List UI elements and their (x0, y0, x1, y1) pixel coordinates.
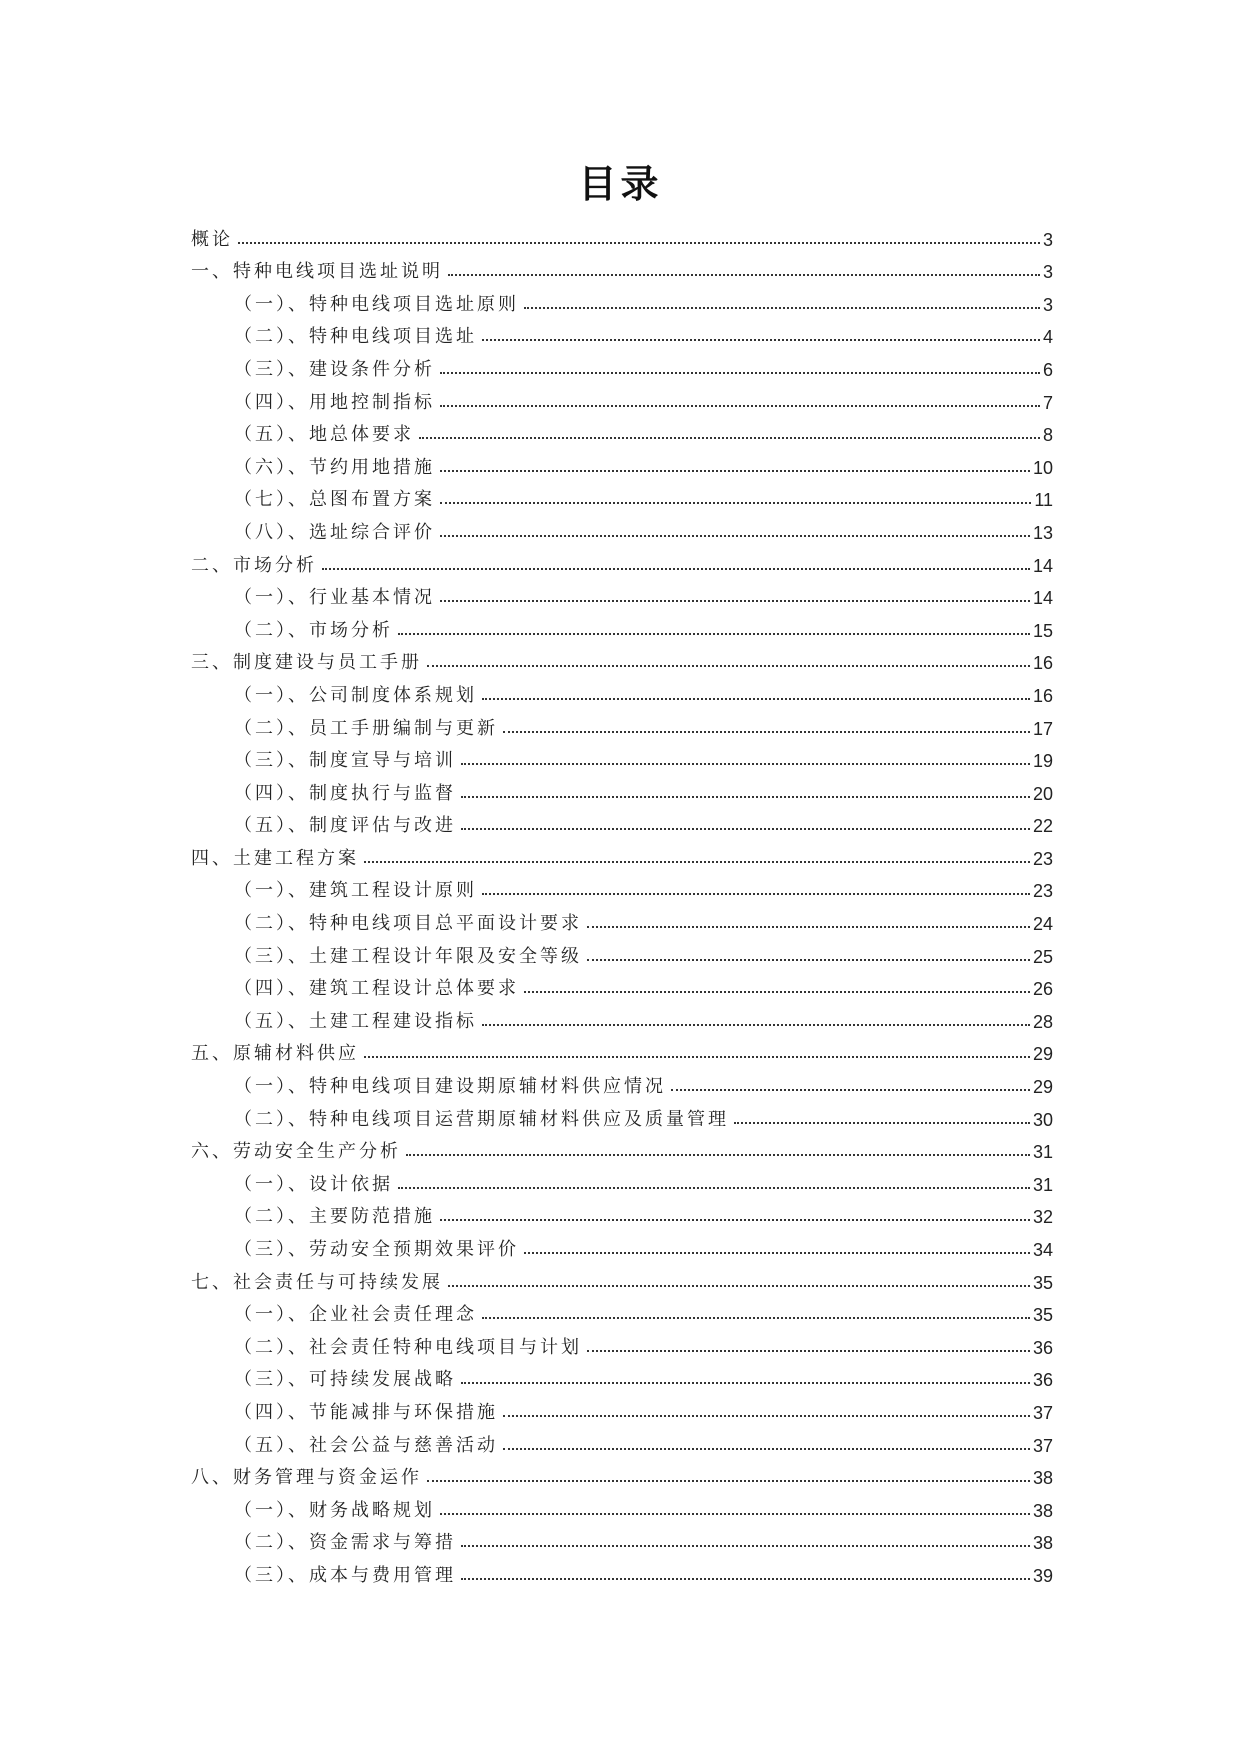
toc-entry-page-number: 3 (1042, 294, 1053, 315)
dot-leader (482, 339, 1040, 341)
toc-entry[interactable] (191, 1424, 1053, 1457)
dot-leader (440, 502, 1031, 504)
toc-entry[interactable] (191, 772, 1053, 805)
toc-entry-label: 五、原辅材料供应 (191, 1043, 359, 1065)
toc-entry-label: 三、制度建设与员工手册 (191, 652, 422, 674)
toc-entry-page-number: 29 (1032, 1044, 1053, 1065)
dot-leader (364, 1056, 1030, 1058)
toc-entry-label: （四）、节能减排与环保措施 (234, 1401, 498, 1423)
dot-leader (482, 1317, 1030, 1319)
dot-leader (503, 1415, 1030, 1417)
dot-leader (503, 1448, 1030, 1450)
toc-entry-page-number: 35 (1032, 1305, 1053, 1326)
toc-entry-label: （四）、建筑工程设计总体要求 (234, 978, 519, 1000)
dot-leader (398, 1187, 1030, 1189)
dot-leader (322, 568, 1030, 570)
toc-entry-page-number: 34 (1032, 1240, 1053, 1260)
dot-leader (461, 1545, 1030, 1547)
dot-leader (398, 633, 1030, 635)
toc-entry-page-number: 14 (1032, 588, 1053, 609)
dot-leader (734, 1122, 1030, 1124)
toc-entry-page-number: 32 (1032, 1207, 1053, 1228)
toc-entry[interactable] (191, 446, 1053, 479)
dot-leader (406, 1154, 1030, 1156)
toc-entry-label: （一）、特种电线项目建设期原辅材料供应情况 (234, 1076, 666, 1098)
toc-entry-page-number: 30 (1032, 1109, 1053, 1130)
dot-leader (448, 1285, 1030, 1287)
toc-entry-label: （三）、劳动安全预期效果评价 (234, 1239, 519, 1260)
toc-entry-label: 七、社会责任与可持续发展 (191, 1271, 443, 1293)
dot-leader (482, 1024, 1030, 1026)
toc-entry-label: （二）、资金需求与筹措 (234, 1532, 456, 1554)
toc-entry-page-number: 37 (1032, 1402, 1053, 1423)
dot-leader (440, 1513, 1030, 1515)
toc-entry-page-number: 29 (1032, 1077, 1053, 1098)
toc-entry-page-number: 25 (1032, 946, 1053, 967)
toc-entry[interactable] (191, 674, 1053, 707)
dot-leader (461, 796, 1030, 798)
toc-entry-page-number: 3 (1042, 229, 1053, 250)
dot-leader (448, 274, 1040, 276)
toc-entry[interactable] (191, 1065, 1053, 1098)
toc-entry-page-number: 38 (1032, 1533, 1053, 1554)
toc-entry-label: （三）、制度宣导与培训 (234, 750, 456, 772)
toc-entry-page-number: 15 (1032, 620, 1053, 641)
table-of-contents (191, 218, 1053, 1587)
toc-entry-page-number: 37 (1032, 1435, 1053, 1456)
dot-leader (671, 1089, 1030, 1091)
toc-entry-label: （二）、特种电线项目运营期原辅材料供应及质量管理 (234, 1108, 729, 1130)
toc-entry[interactable] (191, 837, 1053, 870)
toc-entry-label: （六）、节约用地措施 (234, 456, 435, 478)
toc-entry[interactable] (191, 1196, 1053, 1229)
toc-entry-page-number: 17 (1032, 718, 1053, 739)
dot-leader (482, 698, 1030, 700)
toc-entry-page-number: 6 (1042, 359, 1053, 380)
toc-entry-page-number: 31 (1032, 1174, 1053, 1195)
toc-entry-page-number: 26 (1032, 979, 1053, 1000)
toc-entry-label: （一）、特种电线项目选址原则 (234, 293, 519, 315)
toc-entry-label: （二）、社会责任特种电线项目与计划 (234, 1336, 582, 1358)
toc-entry[interactable] (191, 1457, 1053, 1490)
toc-entry-page-number: 35 (1032, 1272, 1053, 1293)
dot-leader (524, 307, 1040, 309)
dot-leader (587, 1350, 1030, 1352)
toc-entry-label: （八）、选址综合评价 (234, 521, 435, 543)
dot-leader (461, 828, 1030, 830)
toc-entry-label: （一）、设计依据 (234, 1173, 393, 1195)
dot-leader (587, 926, 1030, 928)
toc-entry-label: （五）、地总体要求 (234, 424, 414, 446)
toc-entry[interactable] (191, 544, 1053, 577)
toc-entry-page-number: 3 (1042, 262, 1053, 283)
toc-entry-label: （一）、建筑工程设计原则 (234, 880, 477, 902)
toc-entry-page-number: 23 (1032, 848, 1053, 869)
toc-entry-label: （二）、主要防范措施 (234, 1206, 435, 1228)
toc-entry-label: （二）、员工手册编制与更新 (234, 717, 498, 739)
dot-leader (587, 959, 1030, 961)
toc-entry-page-number: 28 (1032, 1011, 1053, 1032)
dot-leader (461, 1578, 1030, 1580)
toc-entry-label: （一）、公司制度体系规划 (234, 684, 477, 706)
toc-entry-label: （七）、总图布置方案 (234, 489, 435, 511)
toc-entry[interactable] (191, 1326, 1053, 1359)
dot-leader (440, 1219, 1030, 1221)
dot-leader (419, 437, 1040, 439)
dot-leader (440, 470, 1030, 472)
toc-entry[interactable] (191, 707, 1053, 740)
toc-entry-label: 八、财务管理与资金运作 (191, 1467, 422, 1489)
toc-entry-page-number: 7 (1042, 392, 1053, 413)
toc-entry[interactable] (191, 968, 1053, 1001)
toc-entry-page-number: 8 (1042, 425, 1053, 446)
toc-entry[interactable] (191, 740, 1053, 773)
toc-entry-page-number: 38 (1032, 1468, 1053, 1489)
toc-entry[interactable] (191, 1294, 1053, 1327)
dot-leader (238, 242, 1040, 244)
toc-entry-label: （一）、企业社会责任理念 (234, 1304, 477, 1326)
dot-leader (427, 665, 1030, 667)
toc-entry[interactable] (191, 1098, 1053, 1131)
dot-leader (461, 1382, 1030, 1384)
toc-entry[interactable] (191, 348, 1053, 381)
toc-entry-page-number: 20 (1032, 783, 1053, 804)
toc-entry[interactable] (191, 218, 1053, 251)
toc-entry-page-number: 24 (1032, 914, 1053, 935)
toc-entry[interactable] (191, 1033, 1053, 1066)
toc-entry[interactable] (191, 642, 1053, 675)
dot-leader (503, 731, 1030, 733)
toc-entry[interactable] (191, 251, 1053, 284)
toc-entry[interactable] (191, 1000, 1053, 1033)
toc-entry[interactable] (191, 1391, 1053, 1424)
toc-entry-label: （一）、财务战略规划 (234, 1499, 435, 1521)
toc-entry[interactable] (191, 414, 1053, 447)
toc-entry[interactable] (191, 1554, 1053, 1587)
toc-entry-page-number: 16 (1032, 685, 1053, 706)
toc-entry-label: （五）、制度评估与改进 (234, 815, 456, 837)
toc-entry-page-number: 10 (1032, 457, 1053, 478)
toc-entry-page-number: 4 (1042, 327, 1053, 348)
toc-entry[interactable] (191, 805, 1053, 838)
dot-leader (364, 861, 1030, 863)
toc-entry[interactable] (191, 1163, 1053, 1196)
toc-entry-label: （一）、行业基本情况 (234, 587, 435, 609)
toc-entry[interactable] (191, 316, 1053, 349)
toc-entry[interactable] (191, 1131, 1053, 1164)
toc-entry-label: （三）、可持续发展战略 (234, 1369, 456, 1391)
toc-entry-page-number: 11 (1034, 490, 1053, 511)
toc-entry-page-number: 38 (1032, 1500, 1053, 1521)
toc-entry-label: 一、特种电线项目选址说明 (191, 261, 443, 283)
toc-entry[interactable] (191, 479, 1053, 512)
dot-leader (524, 1252, 1030, 1254)
toc-entry[interactable] (191, 609, 1053, 642)
toc-entry[interactable] (191, 1489, 1053, 1522)
toc-entry-label: （五）、土建工程建设指标 (234, 1010, 477, 1032)
toc-entry-label: （四）、用地控制指标 (234, 391, 435, 413)
toc-entry-page-number: 36 (1032, 1370, 1053, 1391)
dot-leader (440, 372, 1040, 374)
toc-entry[interactable] (191, 870, 1053, 903)
toc-entry-page-number: 14 (1032, 555, 1053, 576)
toc-entry-page-number: 13 (1032, 522, 1053, 543)
toc-entry-label: （二）、市场分析 (234, 619, 393, 641)
toc-entry-label: （二）、特种电线项目总平面设计要求 (234, 913, 582, 935)
toc-entry-page-number: 39 (1032, 1565, 1053, 1586)
toc-entry[interactable] (191, 1228, 1053, 1261)
dot-leader (440, 600, 1030, 602)
dot-leader (524, 991, 1030, 993)
toc-entry-label: 二、市场分析 (191, 554, 317, 576)
toc-entry-label: （三）、建设条件分析 (234, 358, 435, 380)
toc-entry[interactable] (191, 902, 1053, 935)
toc-entry[interactable] (191, 1522, 1053, 1555)
dot-leader (427, 1480, 1030, 1482)
toc-entry-label: 概论 (191, 228, 233, 250)
dot-leader (440, 535, 1030, 537)
toc-entry[interactable] (191, 511, 1053, 544)
page-title: 目录 (578, 162, 663, 206)
toc-entry-page-number: 23 (1032, 881, 1053, 902)
toc-entry-page-number: 36 (1032, 1337, 1053, 1358)
toc-entry-label: （五）、社会公益与慈善活动 (234, 1434, 498, 1456)
toc-entry[interactable] (191, 283, 1053, 316)
toc-entry[interactable] (191, 577, 1053, 610)
toc-entry-page-number: 16 (1032, 653, 1053, 674)
toc-entry-label: 四、土建工程方案 (191, 847, 359, 869)
dot-leader (461, 763, 1030, 765)
toc-entry-label: （三）、成本与费用管理 (234, 1564, 456, 1586)
toc-entry-page-number: 31 (1032, 1142, 1053, 1163)
toc-entry[interactable] (191, 1359, 1053, 1392)
dot-leader (440, 405, 1040, 407)
toc-entry-page-number: 19 (1032, 751, 1053, 772)
dot-leader (482, 893, 1030, 895)
toc-entry[interactable] (191, 1261, 1053, 1294)
toc-entry-label: （四）、制度执行与监督 (234, 782, 456, 804)
toc-entry-label: 六、劳动安全生产分析 (191, 1141, 401, 1163)
toc-entry-label: （三）、土建工程设计年限及安全等级 (234, 945, 582, 967)
toc-entry-label: （二）、特种电线项目选址 (234, 326, 477, 348)
toc-entry-page-number: 22 (1032, 816, 1053, 837)
toc-entry[interactable] (191, 381, 1053, 414)
toc-entry[interactable] (191, 935, 1053, 968)
